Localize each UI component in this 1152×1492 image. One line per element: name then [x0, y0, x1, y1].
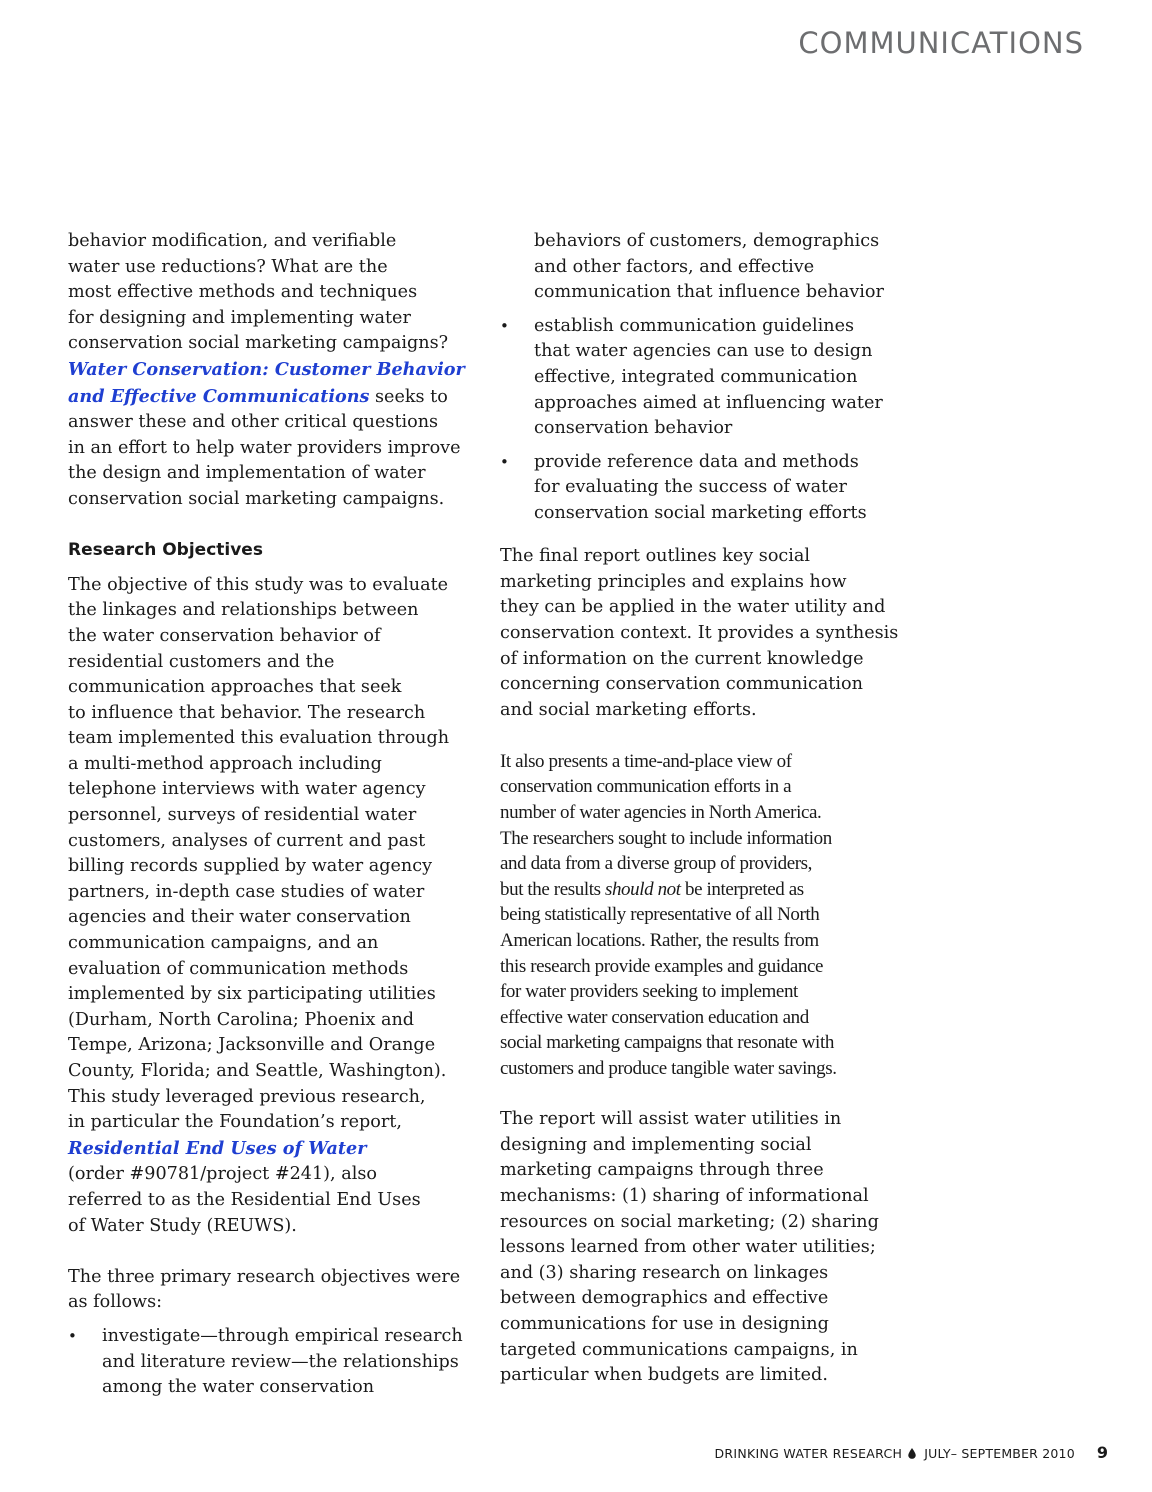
text-line: communication approaches that seek: [68, 677, 402, 698]
objectives-intro-paragraph: [68, 1265, 473, 1316]
text-line: The report will assist water utilities in: [500, 1109, 842, 1130]
text-line: particular when budgets are limited.: [500, 1365, 828, 1386]
text-line: It also presents a time-and-place view of: [500, 750, 792, 772]
text-line: billing records supplied by water agency: [68, 856, 433, 877]
text-line: social marketing campaigns that resonate with: [500, 1032, 834, 1054]
text-line: among the water conservation: [102, 1377, 375, 1398]
text-line: as follows:: [68, 1292, 163, 1313]
text-line: County, Florida; and Seattle, Washington).: [68, 1061, 447, 1081]
text-line: water use reductions? What are the: [68, 256, 388, 277]
water-drop-icon: [908, 1448, 916, 1459]
section-title: COMMUNICATIONS: [798, 26, 1084, 60]
text-line: the design and implementation of water: [68, 463, 426, 484]
page-footer: [714, 1443, 1108, 1462]
report-title-link[interactable]: Water Conservation: Customer Behavior: [68, 358, 465, 380]
text-line: marketing principles and explains how: [500, 571, 847, 592]
text-line: a multi-method approach including: [68, 753, 382, 774]
list-item: [500, 314, 910, 442]
text-line: implemented by six participating utilities: [68, 984, 436, 1005]
text-line: communication that influence behavior: [534, 282, 884, 303]
final-report-paragraph: [500, 544, 910, 723]
text-line: conservation social marketing campaigns?: [68, 333, 449, 354]
bullet-icon: •: [68, 1326, 77, 1345]
text-line: Tempe, Arizona; Jacksonville and Orange: [68, 1035, 436, 1056]
text-line: concerning conservation communication: [500, 674, 863, 695]
text-line: conservation behavior: [534, 418, 733, 439]
text-line: The three primary research objectives were: [68, 1266, 461, 1287]
text-line: that water agencies can use to design: [534, 341, 873, 362]
assist-paragraph: [500, 1107, 910, 1389]
text-line: for evaluating the success of water: [534, 477, 847, 498]
text-line: and (3) sharing research on linkages: [500, 1262, 829, 1283]
text-line: marketing campaigns through three: [500, 1160, 824, 1181]
text-line: conservation context. It provides a synthesis: [500, 622, 899, 643]
bullet-continuation: [500, 229, 910, 306]
text-line: customers and produce tangible water savings.: [500, 1058, 837, 1079]
text-line: of information on the current knowledge: [500, 648, 864, 669]
text-line: partners, in-depth case studies of water: [68, 881, 425, 902]
text-line: conservation social marketing campaigns.: [68, 488, 445, 509]
reuws-link-line: [68, 1136, 473, 1163]
text-line: (order #90781/project #241), also: [68, 1164, 377, 1185]
text-line: being statistically representative of all North: [500, 904, 820, 926]
text-line: in particular the Foundation’s report,: [68, 1112, 402, 1133]
text-line: and other factors, and effective: [534, 256, 815, 277]
text-line: (Durham, North Carolina; Phoenix and: [68, 1009, 415, 1030]
text-line: lessons learned from other water utilities;: [500, 1237, 876, 1258]
text-line: agencies and their water conservation: [68, 907, 411, 928]
text-line: and data from a diverse group of providers,: [500, 853, 813, 875]
text-line: in an effort to help water providers improve: [68, 437, 461, 458]
text-line: behaviors of customers, demographics: [534, 231, 880, 251]
intro-paragraph: [68, 229, 473, 513]
text-line: conservation social marketing efforts: [534, 502, 867, 523]
text-line: This study leveraged previous research,: [68, 1086, 426, 1107]
text-line: this research provide examples and guidance: [500, 955, 824, 977]
text-line: team implemented this evaluation through: [68, 728, 450, 749]
list-item: [500, 450, 910, 527]
text-line: designing and implementing social: [500, 1134, 812, 1155]
text-line: for designing and implementing water: [68, 307, 411, 328]
text-line: American locations. Rather, the results from: [500, 930, 819, 952]
report-link-line: [68, 357, 473, 384]
text-line: telephone interviews with water agency: [68, 779, 426, 800]
text-line: The final report outlines key social: [500, 546, 811, 567]
objectives-list-cont: [500, 314, 910, 527]
text-line: [500, 877, 910, 903]
text-line: customers, analyses of current and past: [68, 830, 426, 851]
text-line: effective, integrated communication: [534, 366, 858, 387]
publication-name: DRINKING WATER RESEARCH: [714, 1446, 903, 1461]
text-line: the linkages and relationships between: [68, 600, 419, 621]
issue-date: JULY– SEPTEMBER 2010: [924, 1446, 1075, 1461]
bullet-icon: •: [500, 452, 509, 471]
text-line: evaluation of communication methods: [68, 958, 409, 979]
text-line: resources on social marketing; (2) sharing: [500, 1211, 879, 1232]
text-line: communication campaigns, and an: [68, 933, 379, 954]
text-line: most effective methods and techniques: [68, 282, 418, 303]
text-line: for water providers seeking to implement: [500, 981, 798, 1003]
text-fragment: be interpreted as: [680, 878, 804, 900]
text-line: personnel, surveys of residential water: [68, 805, 417, 826]
text-line: establish communication guidelines: [534, 315, 855, 336]
text-line: The researchers sought to include information: [500, 827, 832, 849]
right-column: [500, 229, 910, 1414]
report-title-link-cont[interactable]: and Effective Communications: [68, 385, 370, 407]
text-line: referred to as the Residential End Uses: [68, 1189, 421, 1210]
report-link-line: [68, 384, 473, 411]
reuws-report-link[interactable]: Residential End Uses of Water: [68, 1137, 367, 1159]
emphasis-text: should not: [604, 878, 681, 900]
text-line: effective water conservation education and: [500, 1006, 809, 1028]
page-number: 9: [1096, 1443, 1108, 1462]
text-line: answer these and other critical questions: [68, 412, 439, 433]
text-fragment: but the results: [500, 878, 605, 900]
left-column: [68, 229, 473, 1409]
text-line: to influence that behavior. The research: [68, 702, 426, 723]
text-line: investigate—through empirical research: [102, 1325, 463, 1346]
objective-paragraph: [68, 573, 473, 1239]
text-line: mechanisms: (1) sharing of informational: [500, 1185, 869, 1206]
text-line: The objective of this study was to evaluate: [68, 574, 449, 595]
text-line: they can be applied in the water utility and: [500, 597, 886, 618]
text-line: the water conservation behavior of: [68, 625, 381, 646]
text-line: and social marketing efforts.: [500, 699, 757, 720]
text-line: of Water Study (REUWS).: [68, 1215, 297, 1236]
bullet-icon: •: [500, 316, 509, 335]
research-objectives-heading: Research Objectives: [68, 540, 263, 561]
text-line: and literature review—the relationships: [102, 1351, 459, 1372]
text-line: conservation communication efforts in a: [500, 776, 792, 798]
objectives-list: [68, 1324, 473, 1401]
text-line: residential customers and the: [68, 651, 335, 672]
text-line: targeted communications campaigns, in: [500, 1339, 858, 1360]
also-presents-paragraph: [500, 749, 910, 1082]
text-line: communications for use in designing: [500, 1313, 829, 1334]
text-line: between demographics and effective: [500, 1288, 829, 1309]
text-line: approaches aimed at influencing water: [534, 392, 883, 413]
text-line: behavior modification, and verifiable: [68, 231, 397, 251]
after-link-text: seeks to: [369, 386, 448, 407]
text-line: number of water agencies in North America.: [500, 802, 822, 824]
text-line: provide reference data and methods: [534, 451, 859, 472]
list-item: [68, 1324, 473, 1401]
